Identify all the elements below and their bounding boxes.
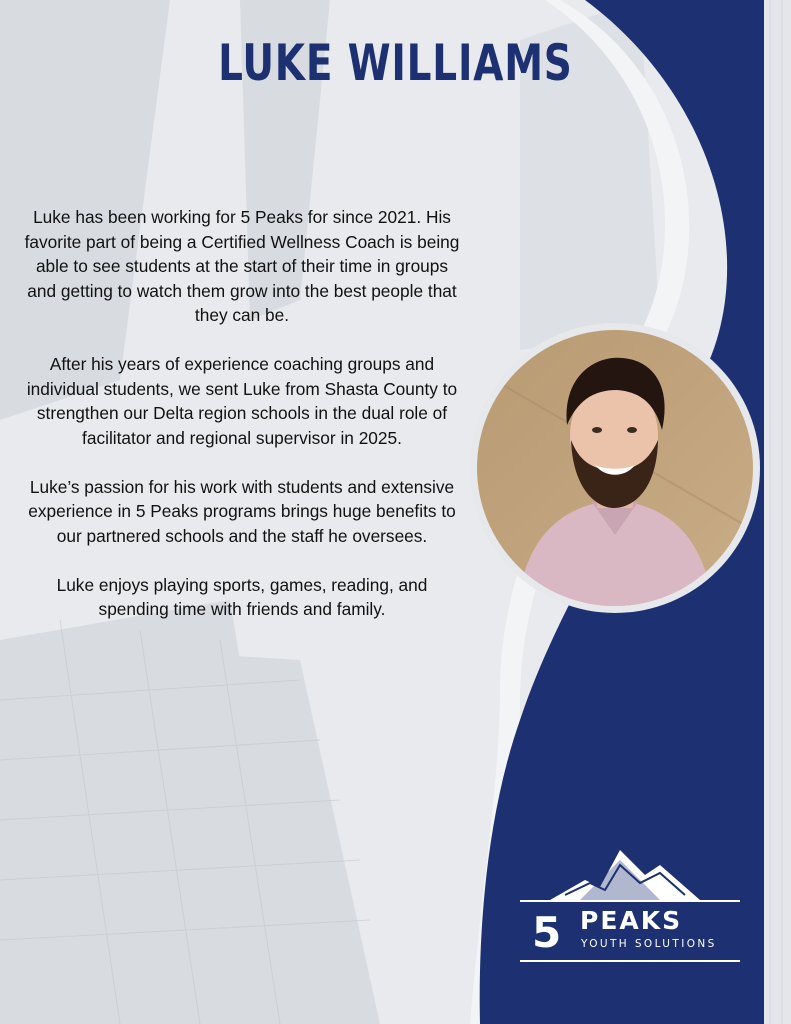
five-peaks-logo [520,845,740,970]
logo-name: PEAKS [580,906,683,935]
page-title: LUKE WILLIAMS [218,34,573,92]
bio-paragraph: After his years of experience coaching groups and individual students, we sent Luke from Shasta County to strengthen our Delta region schools in the dual role of facilitator and regional supervisor in 2025. [26,354,458,448]
bio-paragraph: Luke’s passion for his work with students and extensive experience in 5 Peaks programs brings huge benefits to our partnered schools and the staff he oversees. [28,476,456,546]
logo-number: 5 [532,908,562,957]
bio-paragraph: Luke enjoys playing sports, games, reading, and spending time with friends and family. [56,574,428,619]
bio-paragraph: Luke has been working for 5 Peaks for since 2021. His favorite part of being a Certified Wellness Coach is being able to see students at the start of their time in groups and getting to watch them grow into the best people that they can be. [24,207,460,325]
bio-text [22,205,462,646]
portrait-photo [477,330,753,606]
logo-tagline: YOUTH SOLUTIONS [581,938,717,950]
